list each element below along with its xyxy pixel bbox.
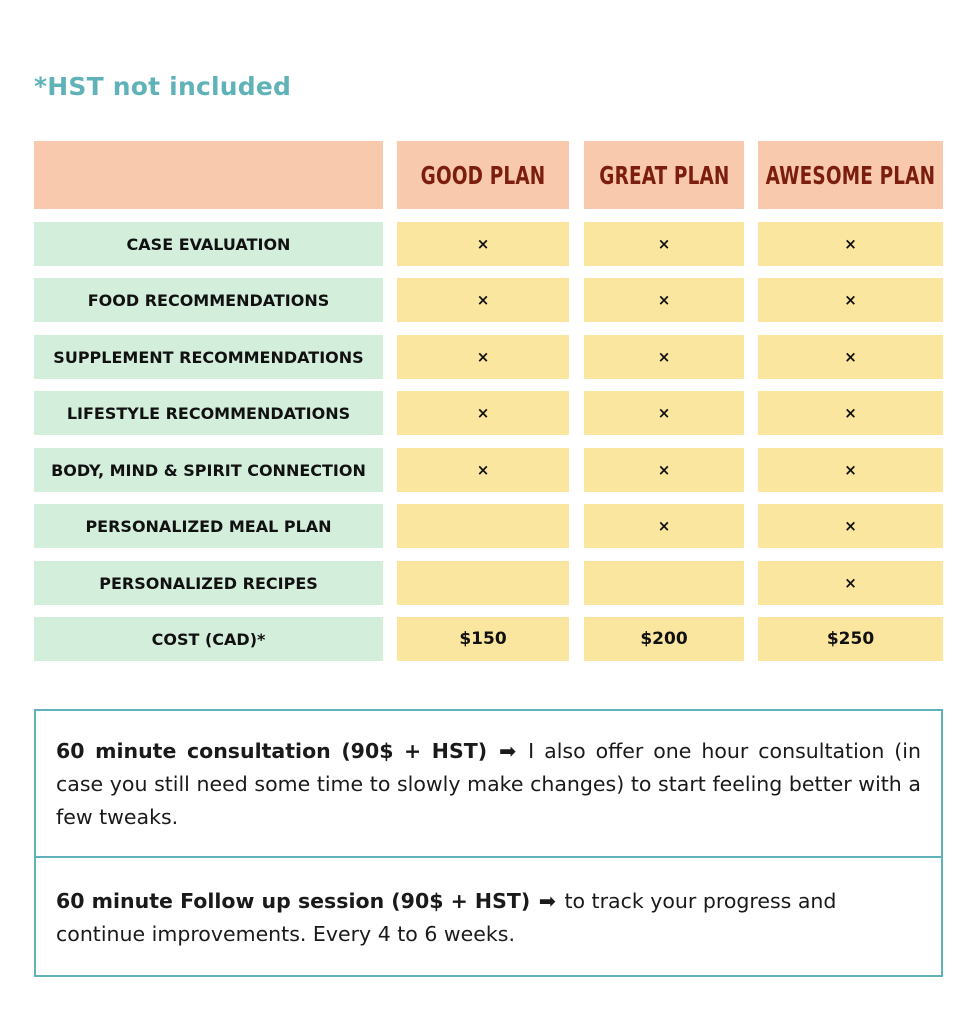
feature-cost: COST (CAD)* [34,617,383,661]
consultation-text: I also offer one hour consultation (in case you still need some time to slowly make changes) to start feeling better with a few tweaks. [56,739,921,829]
consultation-title: 60 minute consultation (90$ + HST) [56,739,488,763]
value-cell: × [584,222,744,266]
follow-up-title: 60 minute Follow up session (90$ + HST) [56,889,531,913]
feature-supplement-recommendations: SUPPLEMENT RECOMMENDATIONS [34,335,383,379]
table-header-blank [34,141,383,209]
value-cell: × [397,335,569,379]
value-cell: × [584,391,744,435]
follow-up-description [36,885,941,951]
value-cell: × [397,448,569,492]
value-cell: × [758,504,943,548]
plan-title-good: GOOD PLAN [420,160,546,190]
consultation-description [36,735,941,834]
value-cell [397,504,569,548]
value-cell: × [758,278,943,322]
value-cell [397,561,569,605]
value-cell: × [397,222,569,266]
value-cell [584,561,744,605]
feature-lifestyle-recommendations: LIFESTYLE RECOMMENDATIONS [34,391,383,435]
feature-food-recommendations: FOOD RECOMMENDATIONS [34,278,383,322]
right-arrow-icon: ➡ [499,739,517,763]
value-cell: × [584,335,744,379]
value-cell: × [758,335,943,379]
value-cell: × [584,504,744,548]
value-cell: × [758,391,943,435]
value-cell: × [397,278,569,322]
value-cell: × [584,278,744,322]
price-good: $150 [397,617,569,661]
value-cell: × [758,561,943,605]
hst-note: *HST not included [34,72,292,101]
value-cell: × [758,222,943,266]
feature-body-mind-spirit: BODY, MIND & SPIRIT CONNECTION [34,448,383,492]
right-arrow-icon: ➡ [538,889,556,913]
feature-case-evaluation: CASE EVALUATION [34,222,383,266]
services-box [34,709,943,977]
price-awesome: $250 [758,617,943,661]
plan-header-awesome [758,141,943,209]
price-great: $200 [584,617,744,661]
feature-personalized-meal-plan: PERSONALIZED MEAL PLAN [34,504,383,548]
plan-header-good [397,141,569,209]
value-cell: × [584,448,744,492]
follow-up-text: to track your progress and continue improvements. Every 4 to 6 weeks. [56,889,837,946]
plan-header-great [584,141,744,209]
feature-personalized-recipes: PERSONALIZED RECIPES [34,561,383,605]
plan-title-great: GREAT PLAN [598,160,730,190]
divider [36,856,941,858]
plan-title-awesome: AWESOME PLAN [765,160,936,190]
value-cell: × [397,391,569,435]
value-cell: × [758,448,943,492]
